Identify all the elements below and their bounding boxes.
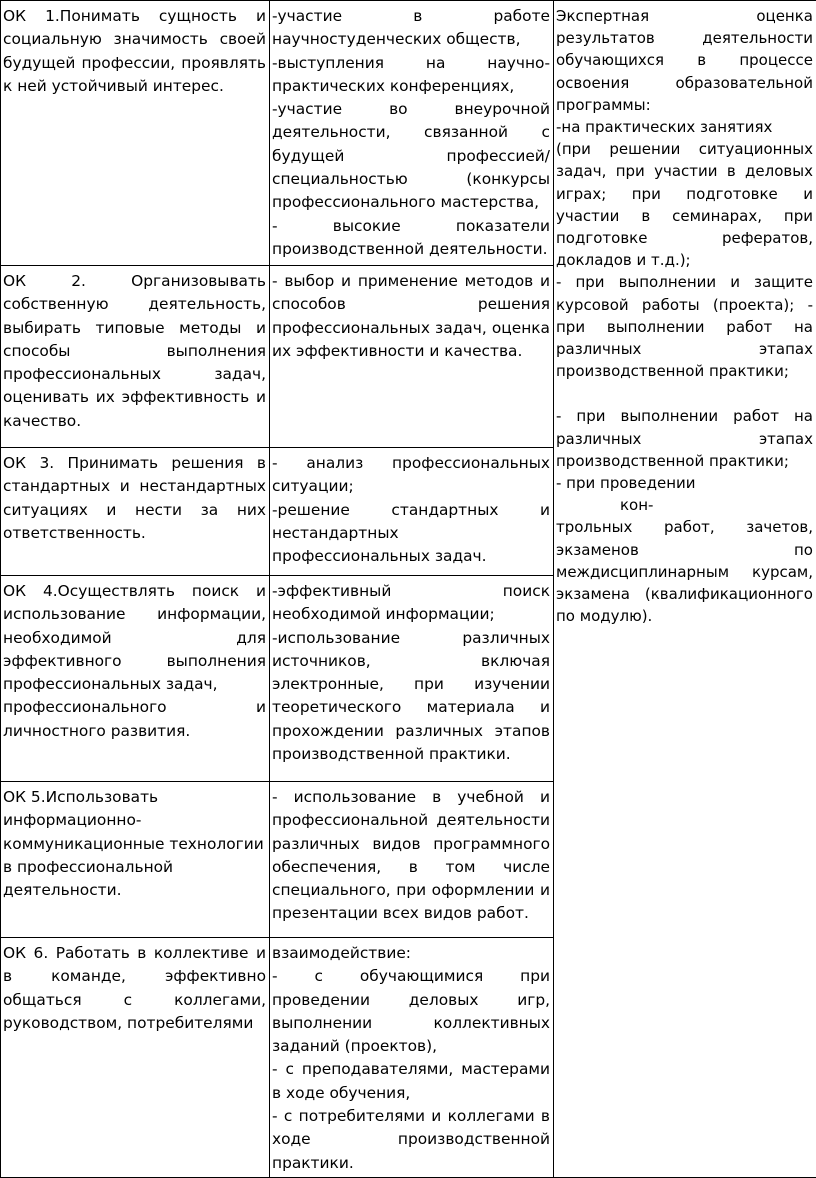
- results-cell: -эффективный поиск необходимой информации; -использование различных источников, включая электронные, при изучении теоретического материала и прохождении различных этапов производственной практики.: [270, 576, 554, 782]
- assessment-item: - при выполнении и защите курсовой работы (проекта); - при выполнении работ на различных этапах производственной практики;: [556, 271, 813, 382]
- assessment-item: - при выполнении работ на различных этапах производственной практики;: [556, 405, 813, 472]
- competence-cell: ОК 2. Организовывать собственную деятельность, выбирать типовые методы и способы выполнения профессиональных задач, оценивать их эффективность и качество.: [1, 266, 270, 448]
- assessment-cell: [554, 1, 816, 1178]
- competence-cell: ОК 5.Использовать информационно- коммуникационные технологии в профессиональной деятельности.: [1, 782, 270, 938]
- results-cell: -участие в работе научностуденческих обществ, -выступления на научно-практических конференциях, -участие во внеурочной деятельности, связанной с будущей профессией/ специальностью (конкурсы профессионального мастерства, - высокие показатели производственной деятельности.: [270, 1, 554, 266]
- results-cell: взаимодействие: - с обучающимися при проведении деловых игр, выполнении коллективных заданий (проектов), - с преподавателями, мастерами в ходе обучения, - с потребителями и коллегами в ходе производственной практики.: [270, 938, 554, 1178]
- competence-cell: ОК 1.Понимать сущность и социальную значимость своей будущей профессии, проявлять к ней устойчивый интерес.: [1, 1, 270, 266]
- assessment-item: -на практических занятиях: [556, 116, 813, 138]
- results-cell: - анализ профессиональных ситуации; -решение стандартных и нестандартных профессиональных задач.: [270, 448, 554, 576]
- assessment-intro: Экспертная оценка результатов деятельности обучающихся в процессе освоения образовательной программы:: [556, 5, 813, 116]
- assessment-item: кон-: [556, 494, 813, 516]
- competence-cell: ОК 4.Осуществлять поиск и использование информации, необходимой для эффективного выполнения профессиональных задач, профессионального и личностного развития.: [1, 576, 270, 782]
- assessment-item: (при решении ситуационных задач, при участии в деловых играх; при подготовке и участии в семинарах, при подготовке рефератов, докладов и т.д.);: [556, 138, 813, 271]
- results-cell: - выбор и применение методов и способов решения профессиональных задач, оценка их эффективности и качества.: [270, 266, 554, 448]
- assessment-item: трольных работ, зачетов, экзаменов по междисциплинарным курсам, экзамена (квалификационного по модулю).: [556, 516, 813, 627]
- competence-cell: ОК 6. Работать в коллективе и в команде, эффективно общаться с коллегами, руководством, потребителями: [1, 938, 270, 1178]
- competence-cell: ОК 3. Принимать решения в стандартных и нестандартных ситуациях и нести за них ответственность.: [1, 448, 270, 576]
- results-cell: - использование в учебной и профессиональной деятельности различных видов программного обеспечения, в том числе специального, при оформлении и презентации всех видов работ.: [270, 782, 554, 938]
- table-row: [1, 1, 816, 266]
- assessment-item: - при проведении: [556, 472, 813, 494]
